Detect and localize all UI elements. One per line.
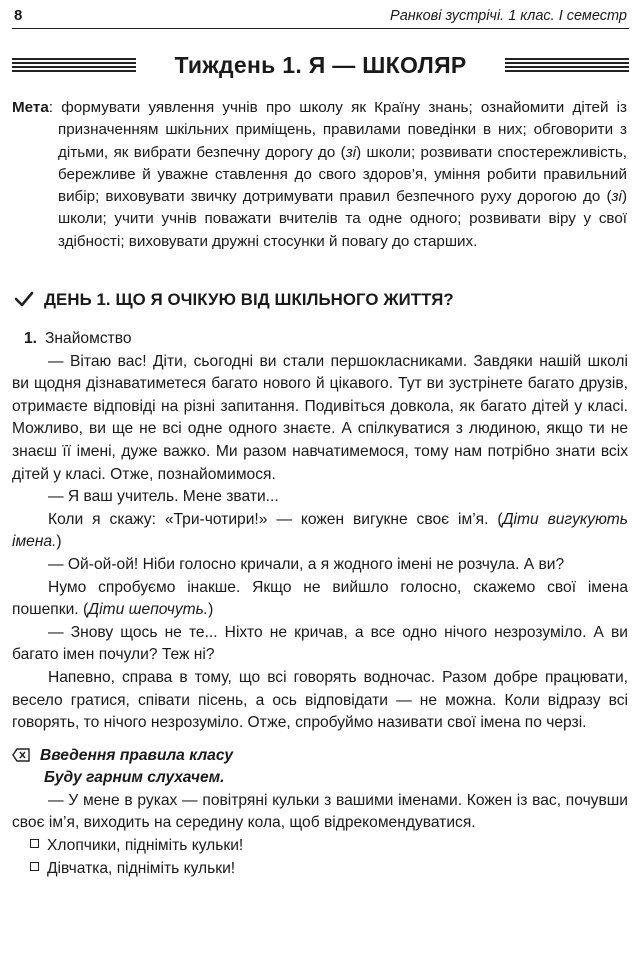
running-title: Ранкові зустрічі. 1 клас. І семестр <box>390 8 627 24</box>
check-icon <box>14 291 34 307</box>
goal-label: Мета <box>12 99 49 116</box>
page-number: 8 <box>14 7 23 24</box>
paragraph-5-text: Нумо спробуємо інакше. Якщо не вийшло голосно, скажемо свої імена пошепки. ( <box>12 578 628 619</box>
goal-paragraph <box>12 97 627 253</box>
week-title: Тиждень 1. Я — ШКОЛЯР <box>174 52 467 78</box>
paragraph-3-end: ) <box>56 533 62 551</box>
list-item-text: Дівчатка, підніміть кульки! <box>47 859 236 877</box>
goal-section <box>12 97 627 253</box>
goal-text-3: ) школи; учити учнів поважати вчителів та одне одного; розвивати віру у свої здібності; виховувати дружні стосунки й повагу до старших. <box>58 188 627 250</box>
paragraph-5 <box>12 577 628 622</box>
square-bullet-icon <box>30 839 39 848</box>
goal-text: : формувати уявлення учнів про школу як Країну знань; ознайомити дітей із призначенням шкільних приміщень, правилами поведінки в них; обговорити з дітьми, як вибрати безпечну дорогу до ( <box>48 99 627 161</box>
goal-text-2: ) школи; розвивати спостережливість, бережливе й уважне ставлення до свого здоров’я, уміння робити правильний вибір; виховувати звичку дотримувати правил безпечного руху дорогою до ( <box>58 143 627 206</box>
item-1-number: 1. <box>24 330 38 347</box>
rule-subtitle: Буду гарним слухачем. <box>44 769 225 787</box>
list-item-text: Хлопчики, підніміть кульки! <box>47 837 244 855</box>
paragraph-2: — Я ваш учитель. Мене звати... <box>48 488 279 506</box>
rule-text: — У мене в руках — повітряні кульки з вашими іменами. Кожен із вас, почувши своє ім’я, виходить на середину кола, щоб відрекомендуватися. <box>12 791 628 832</box>
banner-stripes-left <box>12 58 136 72</box>
paragraph-7: Напевно, справа в тому, що всі говорять водночас. Разом добре працювати, весело гратися, співати пісень, а ось відповідати — не можна. Коли відразу всі говорять, то нічого незрозуміло. Отже, спробуймо називати свої імена по черзі. <box>12 668 628 732</box>
paragraph-6: — Знову щось не те... Ніхто не кричав, а все одно нічого незрозуміло. А ви багато імен почули? Теж ні? <box>12 623 628 664</box>
goal-zi-2: зі <box>611 188 622 206</box>
paragraph-3-text: Коли я скажу: «Три-чотири!» — кожен вигукне своє ім’я. ( <box>48 510 503 528</box>
page-header <box>12 6 629 29</box>
goal-zi-1: зі <box>345 143 357 161</box>
rule-title-line <box>12 745 628 768</box>
day-heading <box>14 290 454 310</box>
square-bullet-icon <box>30 862 39 871</box>
rule-block <box>12 745 628 881</box>
rule-title: Введення правила класу <box>40 746 233 764</box>
week-banner <box>12 48 629 82</box>
banner-stripes-right <box>505 58 629 72</box>
paragraph-4: — Ой-ой-ой! Ніби голосно кричали, а я жодного імені не розчула. А ви? <box>48 555 565 573</box>
list-item <box>12 835 628 858</box>
paragraph-3 <box>12 509 628 554</box>
item-1-heading <box>12 328 628 351</box>
rule-icon <box>12 748 30 762</box>
body-text <box>12 328 628 880</box>
list-item <box>12 858 628 881</box>
day-heading-text: ДЕНЬ 1. ЩО Я ОЧІКУЮ ВІД ШКІЛЬНОГО ЖИТТЯ? <box>44 290 454 309</box>
paragraph-5-remark: Діти шепочуть. <box>88 601 209 619</box>
item-1-title: Знайомство <box>45 330 132 347</box>
paragraph-3-remark: Діти вигукують імена. <box>12 510 628 551</box>
paragraph-5-end: ) <box>208 601 214 619</box>
paragraph-1: — Вітаю вас! Діти, сьогодні ви стали першокласниками. Завдяки нашій школі ви щодня дізнаватиметеся багато нового й цікавого. Тут ви зустрінете багато друзів, отримаєте відповіді на різні запитання. Подивіться довкола, як багато дітей у класі. Можливо, ви ще не всі одне одного знаєте. А спілкуватися з людиною, якщо ти не знаєш її імені, дуже важко. Ми разом навчатимемося, тому нам потрібно знати всіх дітей у класі. Отже, познайомимося. <box>12 352 628 483</box>
